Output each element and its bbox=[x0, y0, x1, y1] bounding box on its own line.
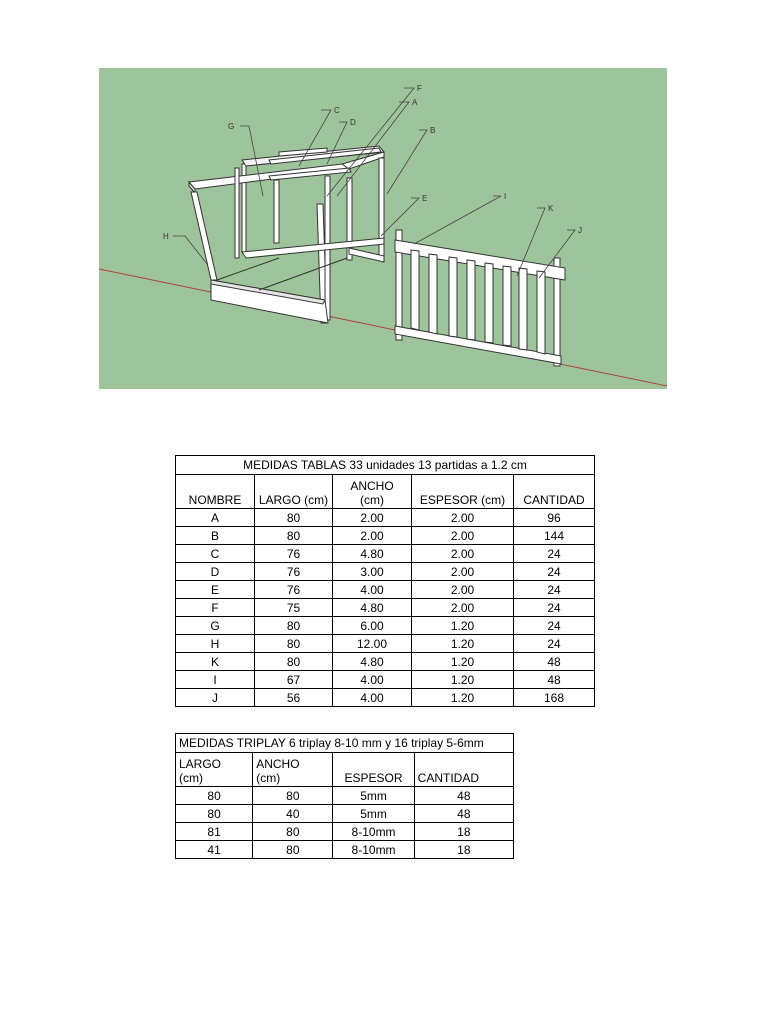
header-espesor: ESPESOR (cm) bbox=[412, 475, 514, 509]
table-cell: 24 bbox=[514, 563, 595, 581]
table-cell: 4.80 bbox=[333, 599, 412, 617]
table-cell: 1.20 bbox=[412, 653, 514, 671]
table-cell: 41 bbox=[176, 841, 253, 859]
table-cell: 5mm bbox=[333, 787, 414, 805]
label-g: G bbox=[228, 122, 235, 131]
table-row bbox=[176, 599, 595, 617]
table-cell: F bbox=[176, 599, 255, 617]
table-cell: 48 bbox=[514, 671, 595, 689]
table-cell: I bbox=[176, 671, 255, 689]
header-ancho-line1: ANCHO bbox=[256, 757, 300, 771]
header-ancho-line2: (cm) bbox=[256, 771, 281, 785]
table-cell: 1.20 bbox=[412, 617, 514, 635]
table-cell: 2.00 bbox=[333, 527, 412, 545]
label-e: E bbox=[422, 194, 428, 203]
table-cell: 144 bbox=[514, 527, 595, 545]
table-row bbox=[176, 617, 595, 635]
table-cell: 24 bbox=[514, 635, 595, 653]
table-cell: 48 bbox=[414, 787, 513, 805]
table-cell: 24 bbox=[514, 581, 595, 599]
table-cell: 5mm bbox=[333, 805, 414, 823]
table-cell: 1.20 bbox=[412, 635, 514, 653]
table-cell: B bbox=[176, 527, 255, 545]
table-cell: 24 bbox=[514, 599, 595, 617]
table-cell: 48 bbox=[414, 805, 513, 823]
table-cell: 48 bbox=[514, 653, 595, 671]
table-cell: G bbox=[176, 617, 255, 635]
table-tablas-title: MEDIDAS TABLAS 33 unidades 13 partidas a 1.2 cm bbox=[176, 456, 595, 475]
table-cell: 6.00 bbox=[333, 617, 412, 635]
table-tablas bbox=[175, 455, 595, 707]
table-cell: 4.80 bbox=[333, 653, 412, 671]
table-row bbox=[176, 545, 595, 563]
table-row bbox=[176, 527, 595, 545]
table-cell: 80 bbox=[255, 617, 333, 635]
table-row bbox=[176, 563, 595, 581]
table-row bbox=[176, 841, 514, 859]
table-cell: E bbox=[176, 581, 255, 599]
table-cell: 80 bbox=[253, 787, 333, 805]
table-row bbox=[176, 635, 595, 653]
table-cell: 80 bbox=[253, 841, 333, 859]
table-cell: 96 bbox=[514, 509, 595, 527]
header-nombre: NOMBRE bbox=[176, 475, 255, 509]
label-k: K bbox=[548, 204, 554, 213]
table-cell: 2.00 bbox=[412, 563, 514, 581]
table-cell: D bbox=[176, 563, 255, 581]
table-cell: 80 bbox=[255, 509, 333, 527]
table-cell: 81 bbox=[176, 823, 253, 841]
table-cell: 1.20 bbox=[412, 689, 514, 707]
table-cell: 2.00 bbox=[333, 509, 412, 527]
table-cell: 4.80 bbox=[333, 545, 412, 563]
table-cell: 168 bbox=[514, 689, 595, 707]
table-cell: 80 bbox=[176, 805, 253, 823]
label-h: H bbox=[163, 232, 169, 241]
label-a: A bbox=[412, 98, 418, 107]
table-cell: 4.00 bbox=[333, 689, 412, 707]
table-row bbox=[176, 653, 595, 671]
header-largo-line1: LARGO bbox=[179, 757, 222, 771]
table-cell: 4.00 bbox=[333, 581, 412, 599]
table-cell: C bbox=[176, 545, 255, 563]
table-cell: 2.00 bbox=[412, 599, 514, 617]
table-cell: A bbox=[176, 509, 255, 527]
table-row bbox=[176, 581, 595, 599]
table-row bbox=[176, 509, 595, 527]
header-ancho bbox=[253, 753, 333, 787]
table-row bbox=[176, 671, 595, 689]
table-cell: 76 bbox=[255, 545, 333, 563]
table-cell: 18 bbox=[414, 823, 513, 841]
table-triplay-title: MEDIDAS TRIPLAY 6 triplay 8-10 mm y 16 triplay 5-6mm bbox=[176, 734, 514, 753]
label-j: J bbox=[578, 226, 582, 235]
table-triplay bbox=[175, 733, 514, 859]
table-cell: 2.00 bbox=[412, 509, 514, 527]
label-i: I bbox=[504, 192, 507, 201]
header-largo bbox=[176, 753, 253, 787]
header-largo: LARGO (cm) bbox=[255, 475, 333, 509]
table-cell: 18 bbox=[414, 841, 513, 859]
table-row bbox=[176, 689, 595, 707]
header-cantidad: CANTIDAD bbox=[414, 753, 513, 787]
table-cell: 12.00 bbox=[333, 635, 412, 653]
table-cell: 24 bbox=[514, 545, 595, 563]
table-cell: 80 bbox=[176, 787, 253, 805]
table-cell: 76 bbox=[255, 563, 333, 581]
table-row bbox=[176, 805, 514, 823]
header-ancho bbox=[333, 475, 412, 509]
table-cell: 40 bbox=[253, 805, 333, 823]
header-ancho-line1: ANCHO bbox=[350, 479, 394, 493]
header-cantidad: CANTIDAD bbox=[514, 475, 595, 509]
table-cell: 56 bbox=[255, 689, 333, 707]
table-cell: 2.00 bbox=[412, 581, 514, 599]
table-cell: J bbox=[176, 689, 255, 707]
label-d: D bbox=[350, 118, 356, 127]
label-f: F bbox=[417, 84, 422, 93]
table-cell: K bbox=[176, 653, 255, 671]
header-largo-line2: (cm) bbox=[179, 771, 203, 785]
table-row bbox=[176, 823, 514, 841]
table-cell: 76 bbox=[255, 581, 333, 599]
table-cell: 2.00 bbox=[412, 527, 514, 545]
table-cell: 24 bbox=[514, 617, 595, 635]
table-cell: 67 bbox=[255, 671, 333, 689]
table-cell: H bbox=[176, 635, 255, 653]
table-cell: 80 bbox=[255, 653, 333, 671]
table-cell: 4.00 bbox=[333, 671, 412, 689]
frame-drawing bbox=[99, 68, 667, 389]
header-espesor: ESPESOR bbox=[333, 753, 414, 787]
table-cell: 8-10mm bbox=[333, 841, 414, 859]
label-b: B bbox=[430, 126, 436, 135]
table-cell: 80 bbox=[255, 635, 333, 653]
table-tablas-body bbox=[176, 509, 595, 707]
table-cell: 1.20 bbox=[412, 671, 514, 689]
label-c: C bbox=[334, 106, 340, 115]
table-cell: 8-10mm bbox=[333, 823, 414, 841]
header-ancho-line2: (cm) bbox=[360, 493, 384, 507]
table-cell: 80 bbox=[255, 527, 333, 545]
table-triplay-body bbox=[176, 787, 514, 859]
table-cell: 75 bbox=[255, 599, 333, 617]
table-row bbox=[176, 787, 514, 805]
table-cell: 2.00 bbox=[412, 545, 514, 563]
table-cell: 80 bbox=[253, 823, 333, 841]
table-cell: 3.00 bbox=[333, 563, 412, 581]
